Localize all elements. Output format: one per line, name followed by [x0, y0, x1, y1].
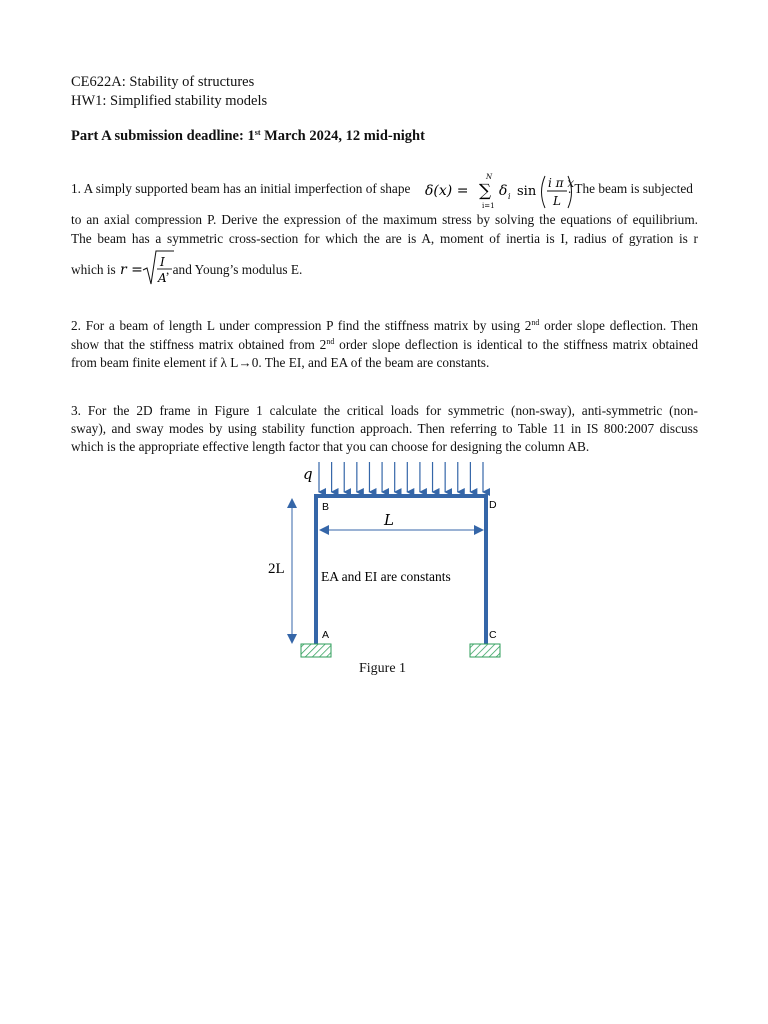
- q1-line-4-post: , and Young’s modulus E.: [166, 262, 303, 277]
- q2-line-3: from beam finite element if λ L→0. The EI, and EA of the beam are constants.: [71, 355, 490, 370]
- formula-sum: ∑: [479, 181, 492, 201]
- formula-delta-i: δ: [499, 183, 508, 199]
- load-label: q: [303, 465, 313, 483]
- formula-sum-bottom: i=1: [482, 202, 495, 210]
- q2-line-2: [71, 337, 698, 353]
- deadline-prefix: Part A submission deadline: 1: [71, 128, 255, 144]
- q2-line-2-a: show that the stiffness matrix obtained from 2: [71, 337, 327, 352]
- q1-line-1-post: . The beam is subjected: [568, 181, 693, 196]
- formula-sin: sin: [517, 184, 537, 199]
- q2-line-1-b: order slope deflection. Then: [539, 318, 698, 333]
- q2-line-2-sup: nd: [326, 337, 335, 346]
- node-d-label: D: [489, 499, 497, 511]
- q2-line-1-sup: nd: [531, 318, 540, 327]
- q3-line-3: which is the appropriate effective length factor that you can choose for designing the column AB.: [71, 439, 590, 454]
- support-c: [470, 644, 500, 657]
- q2-line-1: [71, 318, 698, 334]
- q1-line-2: to an axial compression P. Derive the expression of the maximum stress by solving the equations of equilibrium.: [71, 212, 698, 227]
- q1-line-1-pre: 1. A simply supported beam has an initial imperfection of shape: [71, 181, 411, 196]
- node-c-label: C: [489, 629, 497, 641]
- r-eq: r =: [120, 262, 143, 278]
- formula-sub-i: i: [508, 192, 511, 201]
- formula-paren-left: [542, 176, 546, 208]
- support-a: [301, 644, 331, 657]
- deadline-sup: st: [254, 128, 261, 137]
- q3-line-1: 3. For the 2D frame in Figure 1 calculate the critical loads for symmetric (non-sway), anti-symmetric (non-: [71, 403, 698, 418]
- deadline-line: [71, 128, 425, 145]
- height-label: 2L: [268, 561, 285, 577]
- span-label: L: [384, 511, 394, 529]
- q2-line-2-b: order slope deflection is identical to the stiffness matrix obtained: [334, 337, 698, 352]
- formula-frac-den: L: [553, 194, 561, 208]
- q1-line-4-pre: which is: [71, 262, 116, 277]
- node-b-label: B: [322, 501, 330, 513]
- q2-line-1-a: 2. For a beam of length L under compression P find the stiffness matrix by using 2: [71, 318, 532, 333]
- q3-line-2: sway), and sway modes by using stability function approach. Then referring to Table 11 in IS 800:2007 discuss: [71, 421, 698, 436]
- formula-frac-num: i π x: [548, 176, 575, 190]
- course-title: CE622A: Stability of structures: [71, 74, 255, 90]
- homework-title: HW1: Simplified stability models: [71, 93, 268, 109]
- q1-line-3: The beam has a symmetric cross-section for which the are is A, moment of inertia is I, radius of gyration is r: [71, 231, 698, 246]
- distributed-load-arrows: [319, 462, 483, 492]
- node-a-label: A: [322, 629, 330, 641]
- properties-note: EA and EI are constants: [321, 569, 451, 584]
- imperfection-formula: [425, 170, 575, 214]
- formula-delta-x: δ(x) =: [425, 183, 469, 199]
- figure-caption: Figure 1: [359, 661, 407, 676]
- deadline-suffix: March 2024, 12 mid-night: [260, 128, 425, 144]
- r-num: I: [160, 255, 165, 269]
- r-den: A: [158, 271, 167, 285]
- formula-sum-top: N: [486, 173, 493, 181]
